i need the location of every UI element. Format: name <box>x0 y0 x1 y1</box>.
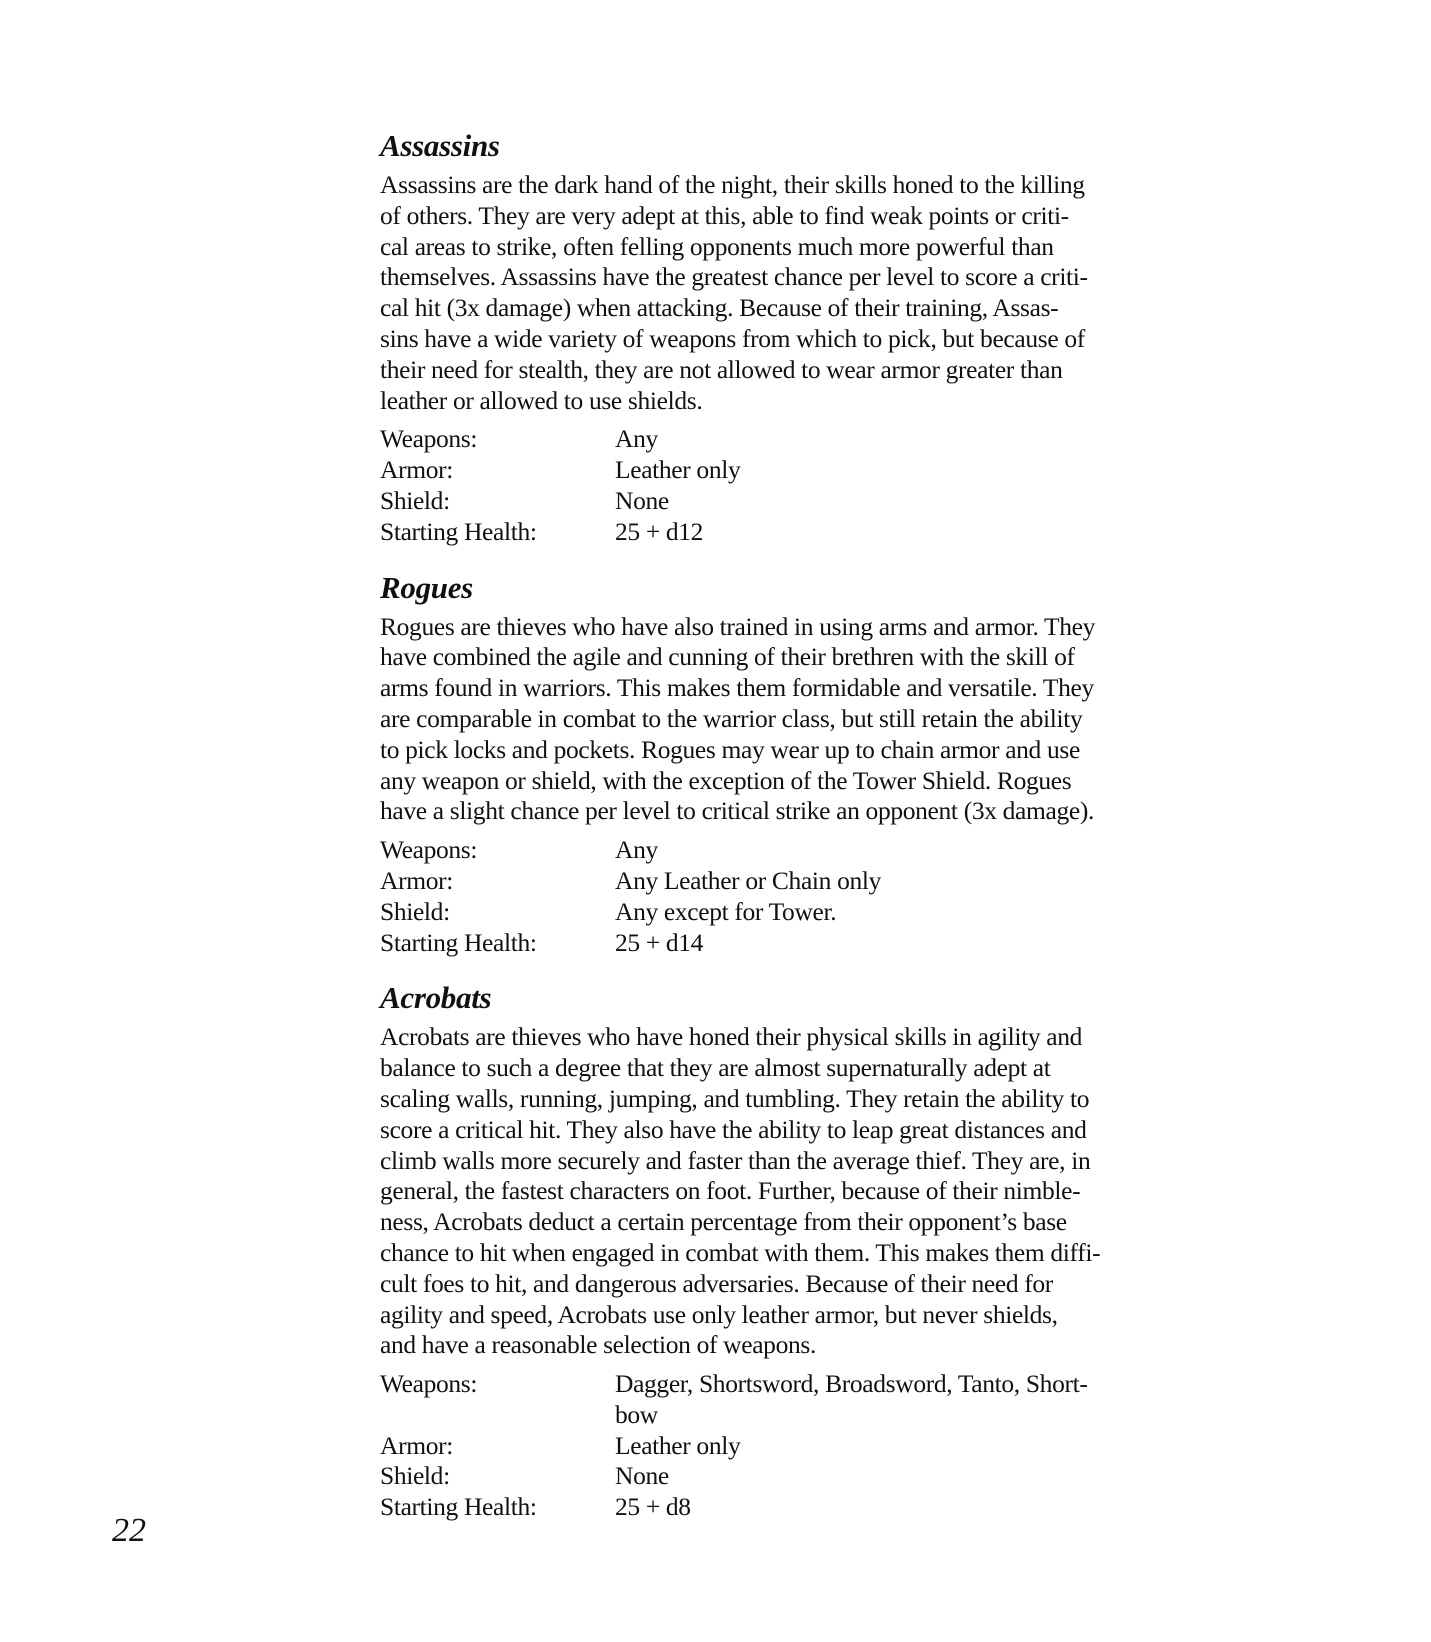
stat-value <box>615 866 1160 897</box>
stat-label: Starting Health: <box>380 516 537 546</box>
stat-value-line: Any <box>615 424 658 454</box>
stat-value-line: 25 + d8 <box>615 1492 691 1522</box>
stats-table <box>380 835 1160 958</box>
stat-label: Shield: <box>380 1461 450 1491</box>
section-description <box>380 1022 1160 1361</box>
stat-value <box>615 1492 1160 1523</box>
stat-row <box>380 1492 1160 1523</box>
stat-row <box>380 897 1160 928</box>
stat-row <box>380 486 1160 517</box>
stat-label: Starting Health: <box>380 1492 537 1522</box>
text-line: have a slight chance per level to critical strike an opponent (3x damage). <box>380 796 1095 826</box>
stat-value <box>615 1431 1160 1462</box>
stat-row <box>380 1461 1160 1492</box>
text-line: score a critical hit. They also have the ability to leap great distances and <box>380 1114 1087 1144</box>
text-line: cult foes to hit, and dangerous adversaries. Because of their need for <box>380 1268 1053 1298</box>
stats-table <box>380 1369 1160 1523</box>
stat-value <box>615 897 1160 928</box>
text-line: are comparable in combat to the warrior class, but still retain the ability <box>380 703 1083 733</box>
stat-value-line: Dagger, Shortsword, Broadsword, Tanto, Short- <box>615 1369 1088 1399</box>
stat-row <box>380 517 1160 548</box>
stat-row <box>380 866 1160 897</box>
stat-value-line: Any Leather or Chain only <box>615 865 882 895</box>
stat-value <box>615 1461 1160 1492</box>
text-line: cal areas to strike, often felling opponents much more powerful than <box>380 231 1054 261</box>
stat-row <box>380 1369 1160 1431</box>
stat-value-line: Any except for Tower. <box>615 896 837 926</box>
stat-value-line: Leather only <box>615 1430 741 1460</box>
text-line: scaling walls, running, jumping, and tumbling. They retain the ability to <box>380 1083 1090 1113</box>
section-title: Assassins <box>380 128 500 163</box>
page-number: 22 <box>112 1512 146 1549</box>
text-line: and have a reasonable selection of weapons. <box>380 1330 816 1360</box>
stat-value <box>615 486 1160 517</box>
stat-row <box>380 835 1160 866</box>
text-line: leather or allowed to use shields. <box>380 385 703 415</box>
stat-value-line: None <box>615 485 669 515</box>
stat-value <box>615 1369 1160 1431</box>
stat-label: Shield: <box>380 896 450 926</box>
page-content <box>380 128 1160 1545</box>
stat-value-line: 25 + d12 <box>615 516 704 546</box>
text-line: sins have a wide variety of weapons from which to pick, but because of <box>380 323 1085 353</box>
stat-label: Weapons: <box>380 1369 478 1399</box>
section-description <box>380 612 1160 828</box>
section-title: Rogues <box>380 569 473 605</box>
stat-row <box>380 928 1160 959</box>
stat-value-line: None <box>615 1461 669 1491</box>
text-line: to pick locks and pockets. Rogues may wear up to chain armor and use <box>380 734 1080 764</box>
text-line: their need for stealth, they are not allowed to wear armor greater than <box>380 354 1063 384</box>
text-line: general, the fastest characters on foot. Further, because of their nimble- <box>380 1176 1081 1206</box>
stat-value-line: bow <box>615 1399 658 1429</box>
text-line: cal hit (3x damage) when attacking. Because of their training, Assas- <box>380 293 1059 323</box>
text-line: Assassins are the dark hand of the night, their skills honed to the killing <box>380 170 1085 199</box>
stat-value <box>615 424 1160 455</box>
text-line: climb walls more securely and faster than the average thief. They are, in <box>380 1145 1091 1175</box>
stat-value-line: Any <box>615 835 658 865</box>
stat-row <box>380 455 1160 486</box>
section-acrobats <box>380 980 1160 1523</box>
stat-value <box>615 517 1160 548</box>
text-line: balance to such a degree that they are almost supernaturally adept at <box>380 1053 1051 1083</box>
stat-value-line: 25 + d14 <box>615 927 704 957</box>
stat-label: Armor: <box>380 865 453 895</box>
stat-label: Weapons: <box>380 424 478 454</box>
stat-row <box>380 424 1160 455</box>
text-line: arms found in warriors. This makes them formidable and versatile. They <box>380 673 1094 703</box>
stat-label: Shield: <box>380 485 450 515</box>
text-line: ness, Acrobats deduct a certain percentage from their opponent’s base <box>380 1207 1067 1237</box>
text-line: any weapon or shield, with the exception of the Tower Shield. Rogues <box>380 765 1072 795</box>
text-line: have combined the agile and cunning of their brethren with the skill of <box>380 642 1075 672</box>
text-line: themselves. Assassins have the greatest chance per level to score a criti- <box>380 262 1088 292</box>
text-line: Acrobats are thieves who have honed their physical skills in agility and <box>380 1022 1083 1052</box>
section-description <box>380 170 1160 416</box>
stat-label: Armor: <box>380 1430 453 1460</box>
stat-value <box>615 928 1160 959</box>
section-rogues <box>380 570 1160 959</box>
text-line: Rogues are thieves who have also trained in using arms and armor. They <box>380 611 1096 641</box>
stat-label: Armor: <box>380 455 453 485</box>
section-assassins <box>380 128 1160 548</box>
text-line: of others. They are very adept at this, able to find weak points or criti- <box>380 200 1069 230</box>
stat-label: Weapons: <box>380 835 478 865</box>
stat-value <box>615 835 1160 866</box>
stat-value-line: Leather only <box>615 455 741 485</box>
stat-value <box>615 455 1160 486</box>
text-line: chance to hit when engaged in combat with them. This makes them diffi- <box>380 1237 1101 1267</box>
stat-row <box>380 1431 1160 1462</box>
text-line: agility and speed, Acrobats use only leather armor, but never shields, <box>380 1299 1058 1329</box>
stats-table <box>380 424 1160 547</box>
section-title: Acrobats <box>380 980 492 1016</box>
stat-label: Starting Health: <box>380 927 537 957</box>
